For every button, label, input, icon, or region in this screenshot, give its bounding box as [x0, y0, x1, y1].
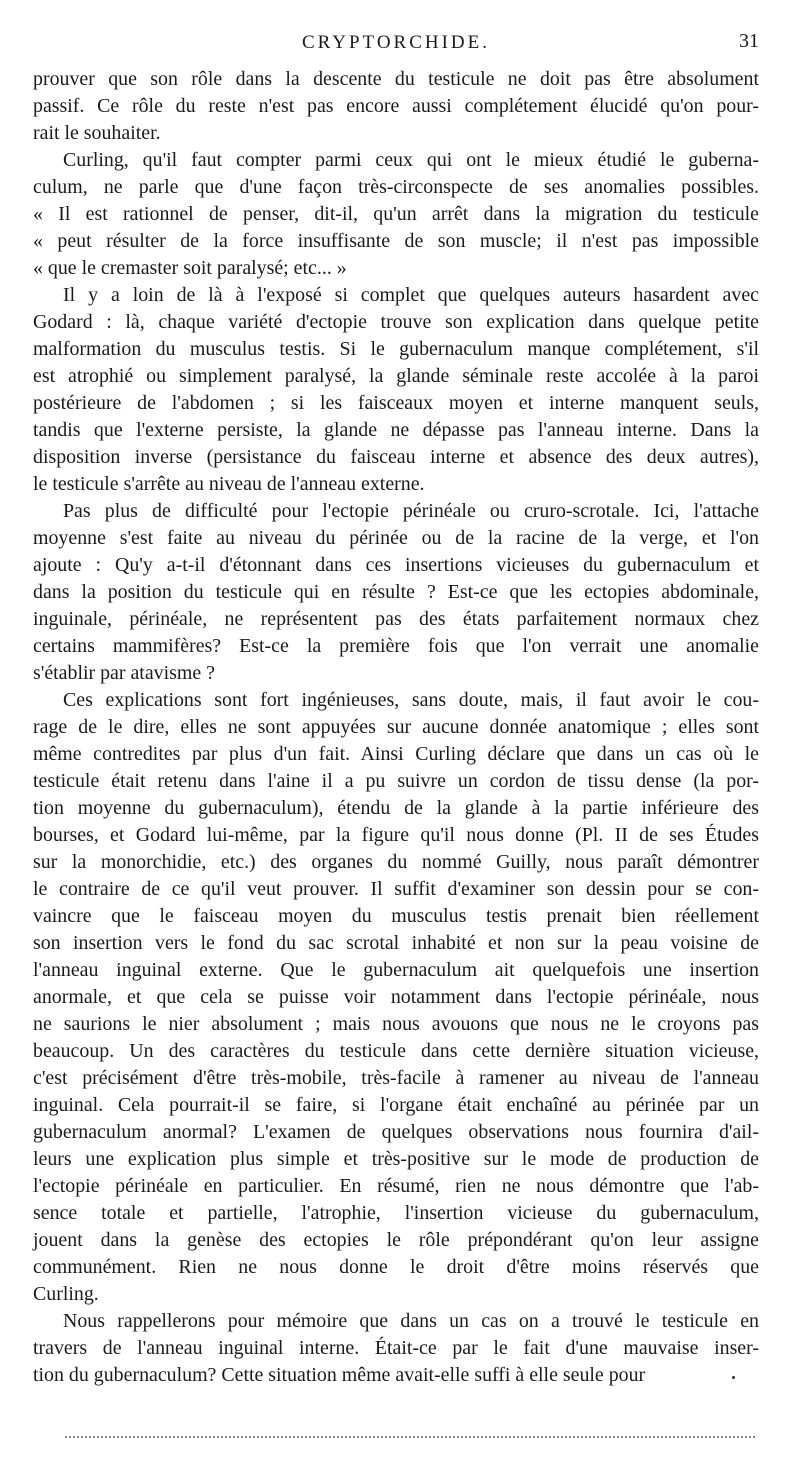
- text-line: leurs une explication plus simple et très-positive sur le mode de production de: [33, 1148, 759, 1170]
- text-line: « que le cremaster soit paralysé; etc... »: [33, 257, 347, 279]
- text-line: « peut résulter de la force insuffisante de son muscle; il n'est pas impossible: [33, 230, 759, 252]
- text-line: le contraire de ce qu'il veut prouver. Il suffit d'examiner son dessin pour se con-: [33, 878, 759, 900]
- page-number: 31: [739, 30, 759, 52]
- body-text: [33, 66, 759, 1389]
- text-line: tandis que l'externe persiste, la glande ne dépasse pas l'anneau interne. Dans la: [33, 419, 759, 441]
- text-line: travers de l'anneau inguinal interne. Était-ce par le fait d'une mauvaise inser-: [33, 1337, 759, 1359]
- text-line: bourses, et Godard lui-même, par la figure qu'il nous donne (Pl. II de ses Études: [33, 824, 759, 846]
- text-line: testicule était retenu dans l'aine il a pu suivre un cordon de tissu dense (la por-: [33, 770, 759, 792]
- text-line: Curling, qu'il faut compter parmi ceux qui ont le mieux étudié le guberna-: [63, 149, 759, 171]
- paragraph: [33, 282, 759, 498]
- text-line: vaincre que le faisceau moyen du musculus testis prenait bien réellement: [33, 905, 759, 927]
- page-header: [33, 28, 759, 66]
- text-line: c'est précisément d'être très-mobile, très-facile à ramener au niveau de l'anneau: [33, 1067, 759, 1089]
- text-line: rait le souhaiter.: [33, 122, 161, 144]
- running-title: CRYPTORCHIDE.: [301, 32, 491, 53]
- text-line: disposition inverse (persistance du faisceau interne et absence des deux autres),: [33, 446, 759, 468]
- text-line: ajoute : Qu'y a-t-il d'étonnant dans ces insertions vicieuses du gubernaculum et: [33, 554, 759, 576]
- page: [33, 28, 759, 1389]
- text-line: le testicule s'arrête au niveau de l'anneau externe.: [33, 473, 425, 495]
- print-speck: [732, 1376, 735, 1379]
- paragraph: [33, 147, 759, 282]
- text-line: son insertion vers le fond du sac scrotal inhabité et non sur la peau voisine de: [33, 932, 759, 954]
- text-line: Curling.: [33, 1283, 99, 1305]
- text-line: Godard : là, chaque variété d'ectopie trouve son explication dans quelque petite: [33, 311, 759, 333]
- text-line: s'établir par atavisme ?: [33, 662, 215, 684]
- paragraph: [33, 1308, 759, 1389]
- text-line: beaucoup. Un des caractères du testicule dans cette dernière situation vicieuse,: [33, 1040, 759, 1062]
- text-line: inguinale, périnéale, ne représentent pas des états parfaitement normaux chez: [33, 608, 759, 630]
- text-line: même contredites par plus d'un fait. Ainsi Curling déclare que dans un cas où le: [33, 743, 759, 765]
- paragraph: [33, 498, 759, 687]
- text-line: l'anneau inguinal externe. Que le gubernaculum ait quelquefois une insertion: [33, 959, 759, 981]
- text-line: gubernaculum anormal? L'examen de quelques observations nous fournira d'ail-: [33, 1121, 759, 1143]
- text-line: anormale, et que cela se puisse voir notamment dans l'ectopie périnéale, nous: [33, 986, 759, 1008]
- text-line: moyenne s'est faite au niveau du périnée ou de la racine de la verge, et l'on: [33, 527, 759, 549]
- footer-dotted-rule: [65, 1436, 755, 1438]
- paragraph: [33, 66, 759, 147]
- text-line: Ces explications sont fort ingénieuses, sans doute, mais, il faut avoir le cou-: [63, 689, 759, 711]
- text-line: inguinal. Cela pourrait-il se faire, si l'organe était enchaîné au périnée par un: [33, 1094, 759, 1116]
- text-line: « Il est rationnel de penser, dit-il, qu'un arrêt dans la migration du testicule: [33, 203, 759, 225]
- text-line: ne saurions le nier absolument ; mais nous avouons que nous ne le croyons pas: [33, 1013, 759, 1035]
- text-line: communément. Rien ne nous donne le droit d'être moins réservés que: [33, 1256, 759, 1278]
- paragraph: [33, 687, 759, 1308]
- text-line: dans la position du testicule qui en résulte ? Est-ce que les ectopies abdominale,: [33, 581, 759, 603]
- text-line: Nous rappellerons pour mémoire que dans un cas on a trouvé le testicule en: [63, 1310, 759, 1332]
- text-line: culum, ne parle que d'une façon très-circonspecte de ses anomalies possibles.: [33, 176, 759, 198]
- text-line: rage de le dire, elles ne sont appuyées sur aucune donnée anatomique ; elles sont: [33, 716, 759, 738]
- text-line: certains mammifères? Est-ce la première fois que l'on verrait une anomalie: [33, 635, 759, 657]
- text-line: Il y a loin de là à l'exposé si complet que quelques auteurs hasardent avec: [63, 284, 759, 306]
- text-line: passif. Ce rôle du reste n'est pas encore aussi complétement élucidé qu'on pour-: [33, 95, 759, 117]
- text-line: tion du gubernaculum? Cette situation même avait-elle suffi à elle seule pour: [33, 1364, 646, 1386]
- text-line: sence totale et partielle, l'atrophie, l'insertion vicieuse du gubernaculum,: [33, 1202, 759, 1224]
- text-line: prouver que son rôle dans la descente du testicule ne doit pas être absolument: [33, 68, 759, 90]
- text-line: Pas plus de difficulté pour l'ectopie périnéale ou cruro-scrotale. Ici, l'attache: [63, 500, 759, 522]
- text-line: l'ectopie périnéale en particulier. En résumé, rien ne nous démontre que l'ab-: [33, 1175, 759, 1197]
- text-line: tion moyenne du gubernaculum), étendu de la glande à la partie inférieure des: [33, 797, 759, 819]
- text-line: est atrophié ou simplement paralysé, la glande séminale reste accolée à la paroi: [33, 365, 759, 387]
- text-line: sur la monorchidie, etc.) des organes du nommé Guilly, nous paraît démontrer: [33, 851, 759, 873]
- text-line: postérieure de l'abdomen ; si les faisceaux moyen et interne manquent seuls,: [33, 392, 759, 414]
- text-line: malformation du musculus testis. Si le gubernaculum manque complétement, s'il: [33, 338, 759, 360]
- text-line: jouent dans la genèse des ectopies le rôle prépondérant qu'on leur assigne: [33, 1229, 759, 1251]
